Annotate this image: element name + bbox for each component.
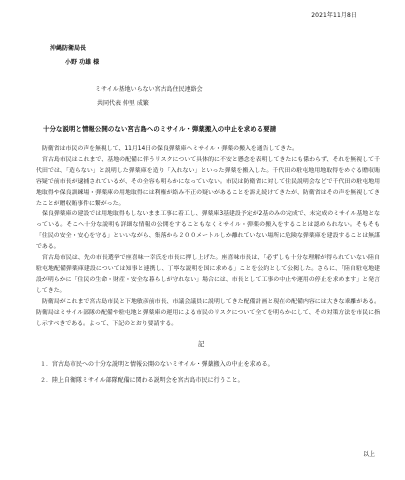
- body-paragraph: 宮古島市民はこれまで、基地の配備に伴うリスクについて具体的に不安と懸念を表明してきたにも係わらず、それを無視して千代田では、「造らない」と説明した弾薬庫を造り「入れない」といった弾薬を搬入した。千代田の駐屯地用地取得をめぐる贈収賄容疑で前市長が逮捕されているが、その全容も明らかになっていない。市民は防衛省に対して住民説明会などで千代田の駐屯地用地取得や保良訓練場・弾薬庫の用地取得には利権が絡み不正の疑いがあることを訴え続けてきたが、防衛省はその声を無視してきたことが贈収賄事件に繋がった。: [36, 156, 380, 207]
- body-paragraph: 保良弾薬庫の建設では用地取得もしないまま工事に着工し、弾薬庫3基建設予定が2基のみの完成で、未完成のミサイル基地となっている。そこへ十分な説明も詳細な情報の公開をすることもなくミサイル・弾薬の搬入をすることは認められない。そもそも「住民の安全・安心を守る」といいながら、集落から２００メートルしか離れていない場所に危険な弾薬庫を建設することは無謀である。: [36, 211, 380, 251]
- ki-heading: 記: [198, 340, 205, 348]
- body-paragraph: 防衛省は市民の声を無視して、11月14日の保良弾薬庫へミサイル・弾薬の搬入を通告してきた。: [42, 146, 298, 152]
- sender-organization: ミサイル基地いらない宮古島住民連絡会: [95, 86, 203, 93]
- document-title: 十分な説明と情報公開のない宮古島へのミサイル・弾薬搬入の中止を求める要請: [43, 125, 277, 133]
- document-date: 2021年11月8日: [311, 12, 357, 19]
- addressee-organization: 沖縄防衛局長: [50, 45, 87, 52]
- body-paragraph: 宮古島市民は、先の市長選挙で座喜味一幸氏を市長に押し上げた。座喜味市長は、「必ずしも十分な理解が得られていない陸自駐屯地配備弾薬庫建設については知事と連携し、丁寧な説明を国に求める」ことを公約として公掲した。さらに、「陸自駐屯地建設が明らかに「住民の生命・財産・安全な暮らしが守れない」場合には、市長として工事の中止や運用の停止を求めます」と発言してきた。: [36, 255, 380, 294]
- body-paragraph: 防衛局がこれまで宮古島市民と下地敏彦前市長、市議会議員に説明してきた配備計画と現在の配備内容には大きな乖離がある。防衛局はミサイル部隊の配備や駐屯地と弾薬庫の運用による市民のリスクについて全てを明らかにして、その対策方法を市民に指し示すべきである。よって、下記のとおり要請する。: [36, 298, 380, 327]
- closing-mark: 以上: [362, 451, 375, 458]
- request-item: ２．陸上自衛隊ミサイル部隊配備に関わる説明会を宮古島市民に行うこと。: [40, 377, 244, 384]
- addressee-person: 小野 功雄 様: [65, 59, 100, 66]
- sender-representative: 共同代表 仲里 成繁: [97, 100, 149, 107]
- document-body: [36, 144, 380, 329]
- request-item: １．宮古島市民への十分な説明と情報公開のないミサイル・弾薬搬入の中止を求める。: [40, 361, 274, 368]
- request-list: [40, 357, 380, 389]
